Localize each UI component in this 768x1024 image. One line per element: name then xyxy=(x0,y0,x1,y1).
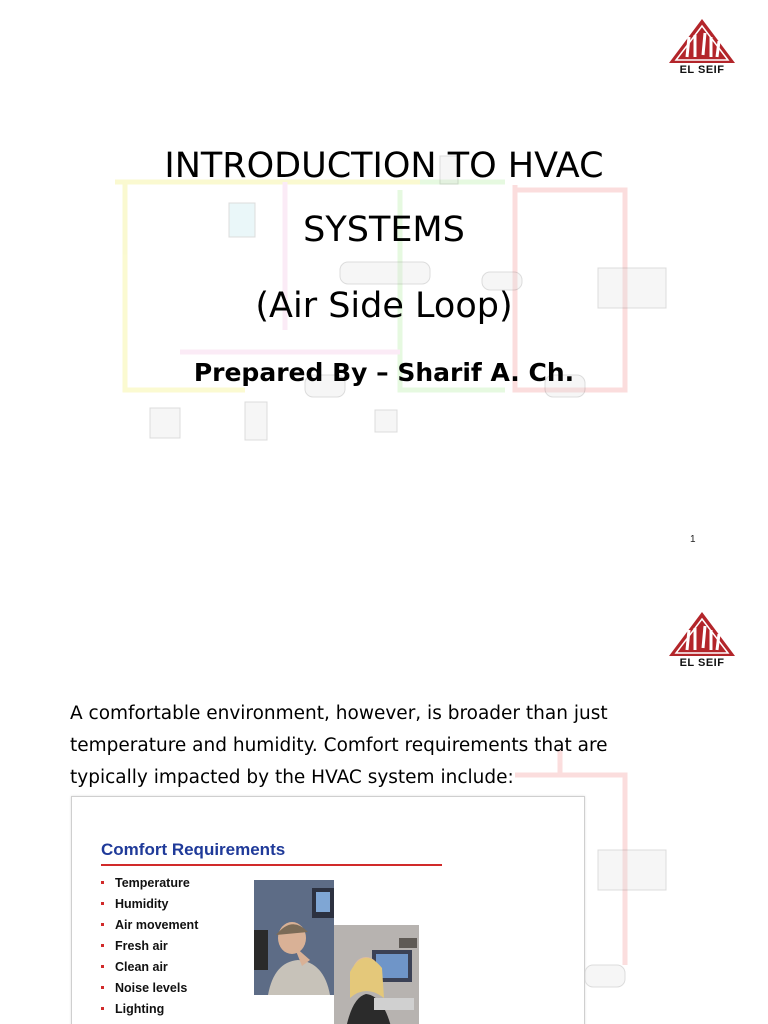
bullet-icon xyxy=(101,1007,104,1010)
bullet-icon xyxy=(101,923,104,926)
logo-wordmark: EL SEIF xyxy=(679,64,725,76)
list-item: Lighting xyxy=(101,999,198,1020)
comfort-requirements-list xyxy=(101,873,198,1020)
office-workers-photo xyxy=(254,880,419,1024)
title-line-1: INTRODUCTION TO HVAC xyxy=(164,146,604,186)
bullet-icon xyxy=(101,986,104,989)
el-seif-logo-icon xyxy=(667,610,737,660)
el-seif-logo-icon xyxy=(667,17,737,67)
page-2 xyxy=(0,565,768,1024)
el-seif-logo xyxy=(667,610,737,672)
title-line-2: SYSTEMS xyxy=(303,210,465,250)
intro-paragraph: A comfortable environment, however, is broader than just temperature and humidity. Comfort requirements that are typically impacted by the HVAC system include: xyxy=(70,703,608,788)
slide-title-underline xyxy=(101,864,442,866)
bullet-icon xyxy=(101,965,104,968)
slide-title: Comfort Requirements xyxy=(101,840,286,859)
list-item: Clean air xyxy=(101,957,198,978)
list-item: Noise levels xyxy=(101,978,198,999)
list-item: Temperature xyxy=(101,873,198,894)
bullet-icon xyxy=(101,944,104,947)
list-item: Humidity xyxy=(101,894,198,915)
logo-wordmark: EL SEIF xyxy=(679,657,725,669)
page-number: 1 xyxy=(690,534,696,545)
bullet-icon xyxy=(101,881,104,884)
list-item: Air movement xyxy=(101,915,198,936)
bullet-icon xyxy=(101,902,104,905)
subtitle: (Air Side Loop) xyxy=(255,286,513,326)
list-item: Fresh air xyxy=(101,936,198,957)
comfort-requirements-slide xyxy=(71,796,585,1024)
el-seif-logo xyxy=(667,17,737,79)
author-line: Prepared By – Sharif A. Ch. xyxy=(193,358,575,387)
